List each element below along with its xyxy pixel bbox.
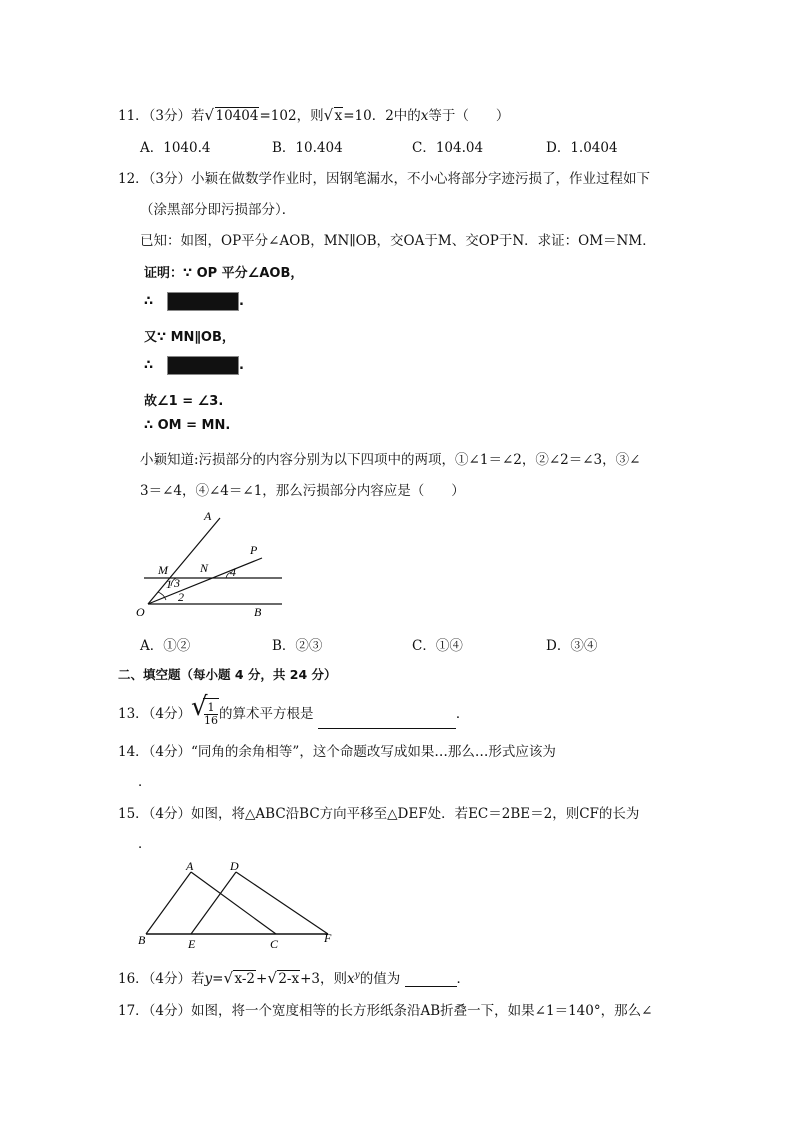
q12-hint-line1: 小颖知道:污损部分的内容分别为以下四项中的两项，①∠1＝∠2，②∠2＝∠3，③∠ (140, 452, 641, 468)
label-4: 4 (230, 565, 236, 579)
q14-stem-line1: 14．（4分）“同角的余角相等”，这个命题改写成如果…那么…形式应该为 (118, 744, 556, 760)
section-2-heading: 二、填空题（每小题 4 分，共 24 分） (118, 667, 337, 682)
proof-line-6: ∴ OM = MN. (144, 418, 231, 433)
q12-known: 已知：如图，OP平分∠AOB，MN∥OB，交OA于M、交OP于N．求证：OM＝NM． (140, 233, 656, 249)
q13-stem: 13．（4分） √ $\frac{1}{16}$ 的算术平方根是 ． (118, 692, 470, 727)
label-b: B (254, 605, 262, 619)
q17-stem-line1: 17．（4分）如图，将一个宽度相等的长方形纸条沿AB折叠一下，如果∠1＝140°，那么∠ (118, 1003, 653, 1019)
label-f: F (324, 931, 332, 945)
sqrt-x-minus-2: √ x-2 (223, 969, 256, 987)
label-m: M (158, 563, 168, 577)
proof-line-2: ∴ . (144, 294, 244, 309)
q12-figure (136, 508, 286, 620)
q16-answer-blank[interactable] (405, 972, 457, 987)
q12-option-b[interactable]: B．②③ (272, 638, 323, 654)
label-c: C (270, 937, 279, 951)
q11-option-b[interactable]: B．10.404 (272, 140, 343, 156)
q15-figure (136, 858, 336, 954)
label-d: D (230, 859, 239, 873)
ink-blot (167, 356, 239, 375)
q12-stem-line2: （涂黑部分即污损部分）． (140, 202, 296, 218)
proof-line-1: 证明：∵ OP 平分∠AOB， (144, 266, 304, 281)
label-1: 1 (166, 577, 172, 591)
label-3: 3 (174, 576, 180, 590)
label-n: N (200, 561, 209, 575)
sqrt-10404: √ 10404 (204, 106, 259, 124)
label-p: P (250, 543, 258, 557)
q11-option-a[interactable]: A．1040.4 (140, 140, 211, 156)
proof-line-4: ∴ . (144, 358, 244, 373)
q12-option-c[interactable]: C．①④ (412, 638, 463, 654)
label-o: O (136, 605, 145, 619)
label-e: E (188, 937, 196, 951)
label-2: 2 (178, 590, 184, 604)
label-a: A (186, 859, 194, 873)
q15-stem-line1: 15．（4分）如图，将△ABC沿BC方向平移至△DEF处．若EC＝2BE＝2，则CF的长为 (118, 806, 640, 822)
q14-stem-line2: ． (138, 774, 152, 790)
fraction-1-16: $\frac{1}{16}$ (204, 701, 219, 727)
q11-option-c[interactable]: C．104.04 (412, 140, 484, 156)
q11-option-d[interactable]: D．1.0404 (546, 140, 618, 156)
sqrt-fraction: √ $\frac{1}{16}$ (191, 692, 219, 727)
q12-option-d[interactable]: D．③④ (546, 638, 598, 654)
q12-stem-line1: 12．（3分）小颖在做数学作业时，因钢笔漏水，不小心将部分字迹污损了，作业过程如下 (118, 171, 651, 187)
proof-line-5: 故∠1 = ∠3. (144, 394, 224, 409)
sqrt-2-minus-x: √ 2-x (267, 969, 300, 987)
label-a: A (204, 509, 212, 523)
ink-blot (167, 292, 239, 311)
q16-stem: 16．（4分）若y= √ x-2+ √ 2-x+3，则$x^y$的值为 ． (118, 969, 471, 987)
q12-option-a[interactable]: A．①② (140, 638, 191, 654)
q11-stem: 11．（3分）若 √ 10404=102，则 √ x=10．2中的x等于（ ） (118, 106, 510, 124)
q15-stem-line2: ． (138, 836, 152, 852)
q13-answer-blank[interactable] (318, 714, 456, 729)
sqrt-x: √ x (323, 106, 343, 124)
label-b: B (138, 933, 146, 947)
q12-hint-line2: 3＝∠4，④∠4＝∠1，那么污损部分内容应是（ ） (140, 483, 465, 499)
proof-line-3: 又∵ MN∥OB， (144, 330, 235, 345)
q11-number: 11．（3分）若 (118, 108, 205, 124)
